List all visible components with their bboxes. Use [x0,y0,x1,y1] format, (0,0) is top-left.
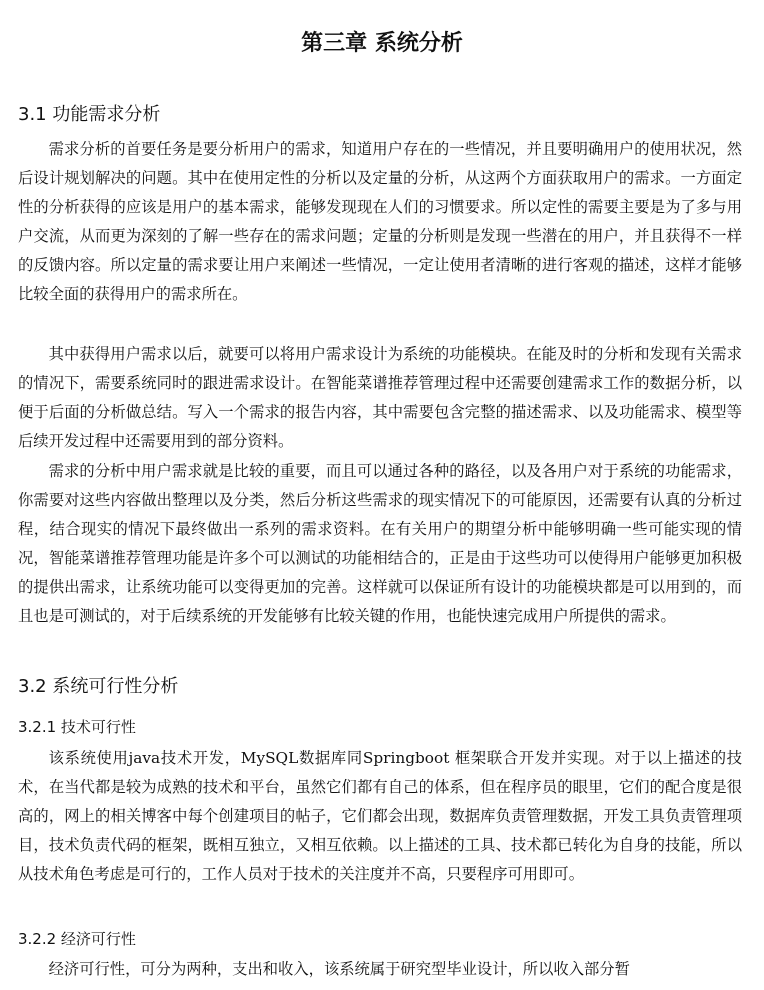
section-heading-3-2: 3.2 系统可行性分析 [18,676,179,697]
paragraph: 该系统使用java技术开发，MySQL数据库同Springboot 框架联合开发并实现。对于以上描述的技术，在当代都是较为成熟的技术和平台，虽然它们都有自己的体系，但在程序员的眼里，它们的配合度是很高的，网上的相关博客中每个创建项目的帖子，它们都会出现，数据库负责管理数据，开发工具负责管理项目，技术负责代码的框架，既相互独立，又相互依赖。以上描述的工具、技术都已转化为自身的技能，所以从技术角色考虑是可行的，工作人员对于技术的关注度并不高，只要程序可用即可。 [18,749,742,883]
chapter-title: 第三章 系统分析 [301,31,463,56]
paragraph: 需求的分析中用户需求就是比较的重要，而且可以通过各种的路径，以及各用户对于系统的功能需求，你需要对这些内容做出整理以及分类，然后分析这些需求的现实情况下的可能原因，还需要有认真的分析过程，结合现实的情况下最终做出一系列的需求资料。在有关用户的期望分析中能够明确一些可能实现的情况，智能菜谱推荐管理功能是许多个可以测试的功能相结合的，正是由于这些功可以使得用户能够更加积极的提供出需求，让系统功能可以变得更加的完善。这样就可以保证所有设计的功能模块都是可以用到的，而且也是可测试的，对于后续系统的开发能够有比较关键的作用，也能快速完成用户所提供的需求。 [18,462,742,625]
paragraph: 需求分析的首要任务是要分析用户的需求，知道用户存在的一些情况，并且要明确用户的使用状况，然后设计规划解决的问题。其中在使用定性的分析以及定量的分析，从这两个方面获取用户的需求。一方面定性的分析获得的应该是用户的基本需求，能够发现现在人们的习惯要求。所以定性的需要主要是为了多与用户交流，从而更为深刻的了解一些存在的需求问题；定量的分析则是发现一些潜在的用户，并且获得不一样的反馈内容。所以定量的需求要让用户来阐述一些情况，一定让使用者清晰的进行客观的描述，这样才能够比较全面的获得用户的需求所在。 [18,140,742,303]
section-heading-3-1: 3.1 功能需求分析 [18,104,161,125]
paragraph: 其中获得用户需求以后，就要可以将用户需求设计为系统的功能模块。在能及时的分析和发现有关需求的情况下，需要系统同时的跟进需求设计。在智能菜谱推荐管理过程中还需要创建需求工作的数据分析，以便于后面的分析做总结。写入一个需求的报告内容，其中需要包含完整的描述需求、以及功能需求、模型等后续开发过程中还需要用到的部分资料。 [18,345,742,450]
paragraph: 经济可行性，可分为两种，支出和收入，该系统属于研究型毕业设计，所以收入部分暂 [48,960,630,978]
subsection-heading-3-2-2: 3.2.2 经济可行性 [18,930,136,948]
subsection-heading-3-2-1: 3.2.1 技术可行性 [18,718,136,736]
